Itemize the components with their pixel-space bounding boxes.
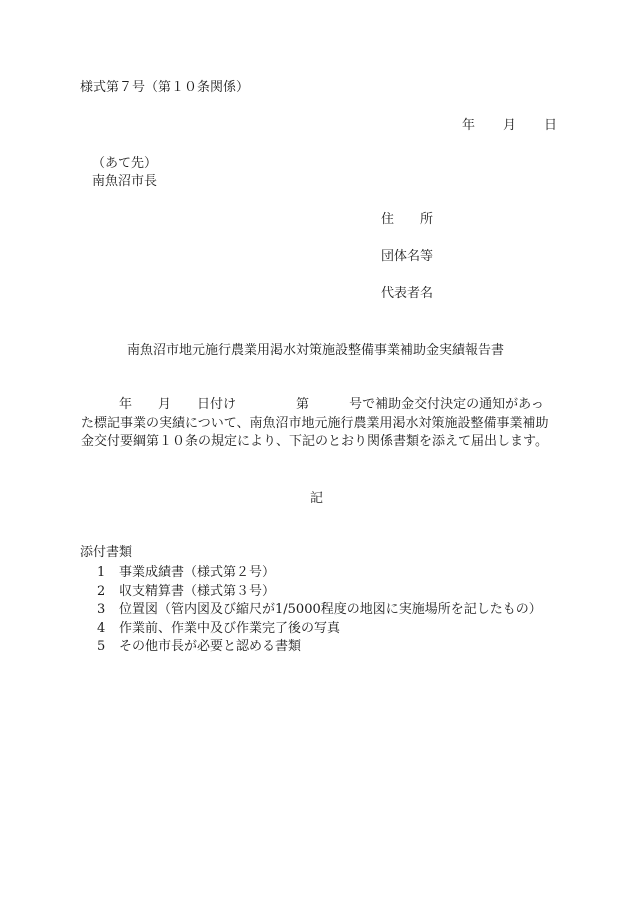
body-paragraph [81,396,561,452]
date-month: 月 [503,118,517,133]
attachment-text: その他市長が必要と認める書類 [119,639,302,654]
attachment-text: 収支精算書（様式第３号） [119,583,276,599]
body-dated: 日付け [197,397,237,412]
attachment-text: 事業成績書（様式第２号） [119,565,276,580]
addressee-name: 南魚沼市長 [92,174,158,189]
attachment-item [97,583,542,602]
body-no-prefix: 第 [296,397,310,412]
form-number: 様式第７号（第１０条関係） [80,80,250,95]
attachment-number: 5 [97,639,106,654]
attachments-list [97,564,542,657]
applicant-organization-label: 団体名等 [381,249,434,264]
body-year: 年 [119,397,133,412]
body-line-3: 金交付要綱第１０条の規定により、下記のとおり関係書類を添えて届出します。 [81,434,548,449]
attachment-item [97,620,542,639]
attachment-text: 位置図（管内図及び縮尺が1/5000程度の地図に実施場所を記したもの） [119,602,542,617]
attachment-item [97,638,542,657]
attachment-text: 作業前、作業中及び作業完了後の写真 [119,620,341,636]
attachment-number: 4 [97,620,106,636]
date-day: 日 [544,118,558,133]
addressee-heading: （あて先） [92,156,158,171]
attachment-number: 2 [97,583,106,599]
attachment-item [97,564,542,583]
body-month: 月 [158,397,172,412]
attachment-number: 3 [97,602,106,617]
body-line-1-rest: 号で補助金交付決定の通知があっ [349,397,544,412]
attachment-item [97,601,542,620]
date-year: 年 [462,118,476,133]
date-line [462,118,557,134]
body-line-2: た標記事業の実績について、南魚沼市地元施行農業用渇水対策施設整備事業補助 [81,415,549,431]
applicant-address-label: 住 所 [381,212,434,227]
document-title: 南魚沼市地元施行農業用渇水対策施設整備事業補助金実績報告書 [127,343,505,358]
ki-heading: 記 [310,491,324,506]
applicant-representative-label: 代表者名 [381,286,434,301]
body-line-1 [81,396,561,415]
attachment-number: 1 [97,565,106,580]
attachments-heading: 添付書類 [80,545,133,560]
